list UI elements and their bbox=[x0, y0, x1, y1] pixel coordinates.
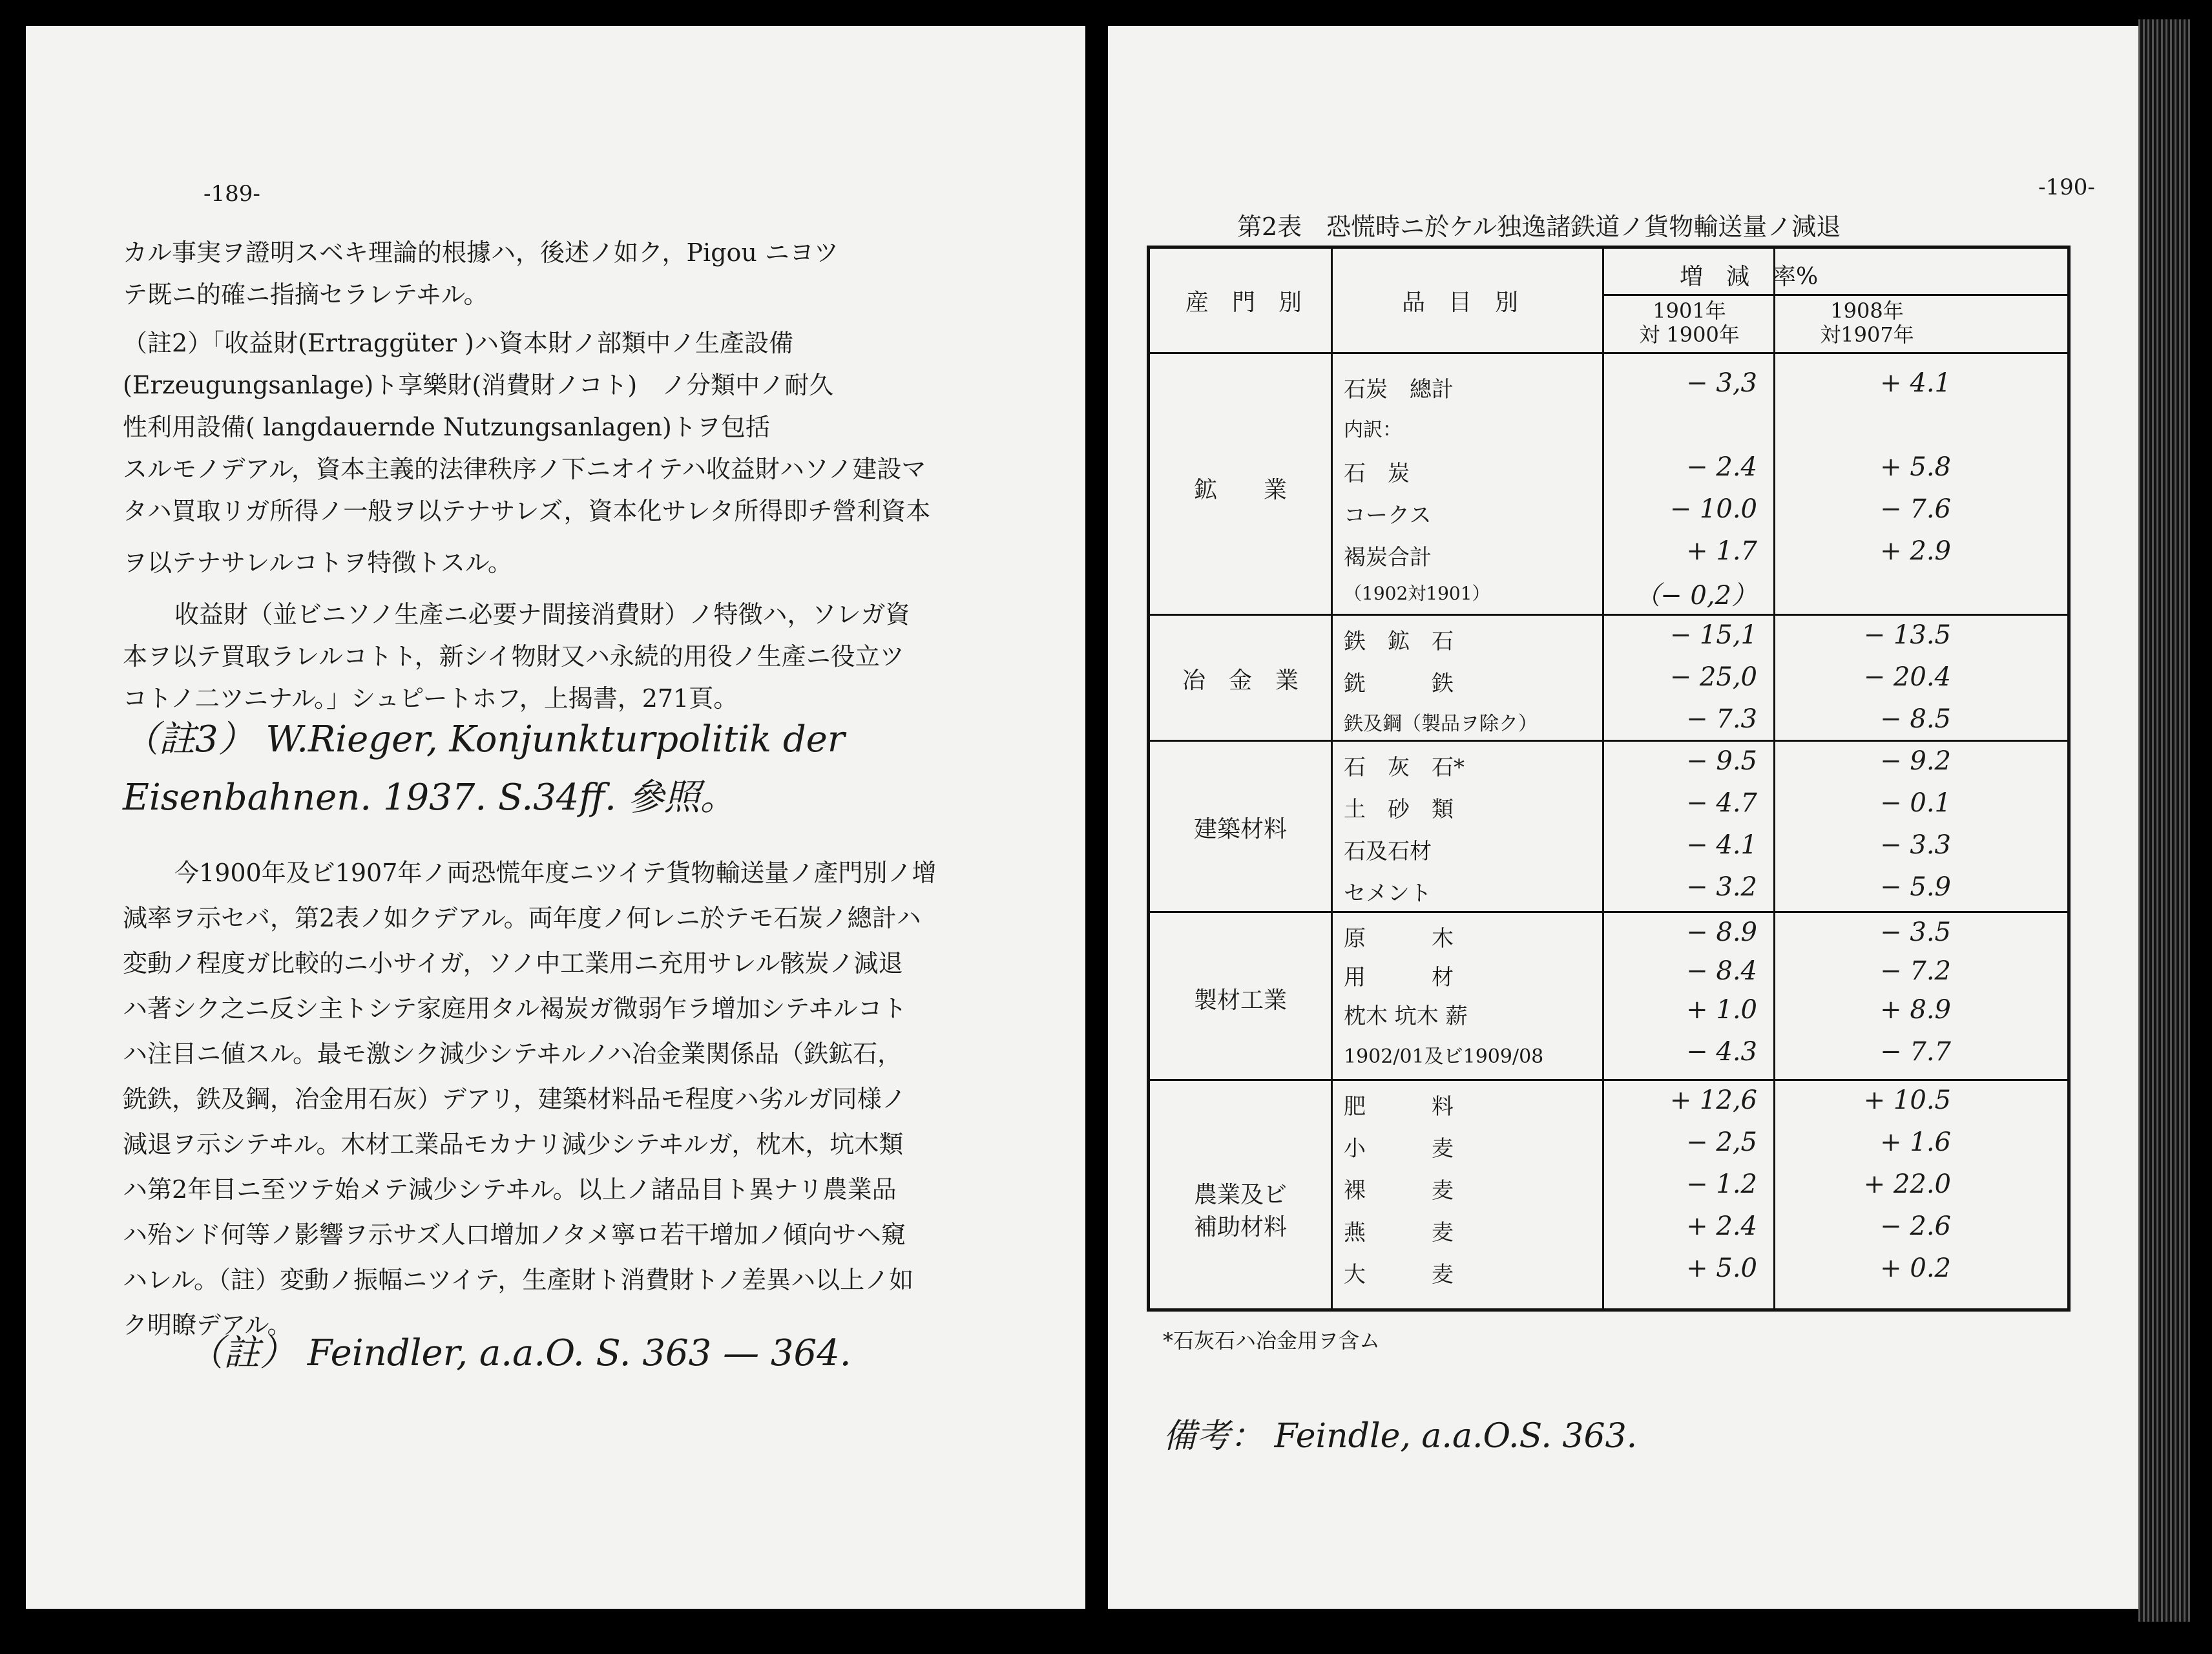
item-label: 大 麦 bbox=[1344, 1262, 1454, 1288]
value-1901: − 1.2 bbox=[1686, 1169, 1757, 1199]
section-divider bbox=[1150, 740, 2067, 742]
value-1908: + 1.6 bbox=[1880, 1127, 1951, 1157]
item-label: 土 砂 類 bbox=[1344, 797, 1454, 822]
value-1901: − 3.2 bbox=[1686, 872, 1757, 902]
text-line: 本ヲ以テ買取ラレルコトト，新シイ物財又ハ永続的用役ノ生產ニ役立ツ bbox=[123, 642, 904, 671]
value-1908: − 7.7 bbox=[1880, 1037, 1951, 1067]
header-sector: 産 門 別 bbox=[1185, 289, 1302, 316]
item-label: 燕 麦 bbox=[1344, 1220, 1454, 1246]
item-label: 1902/01及ビ1909/08 bbox=[1344, 1045, 1544, 1068]
value-1901: + 5.0 bbox=[1686, 1253, 1757, 1283]
footnote-3: （註3） W.Rieger, Konjunkturpolitik der bbox=[123, 718, 845, 760]
value-1901: − 2,5 bbox=[1686, 1127, 1757, 1157]
value-1901: − 9.5 bbox=[1686, 746, 1757, 776]
value-1901: + 12,6 bbox=[1669, 1085, 1757, 1115]
source-note: 備考： Feindle, a.a.O.S. 363. bbox=[1163, 1417, 1638, 1456]
left-page bbox=[26, 26, 1085, 1609]
text-line: 減退ヲ示シテヰル。木材工業品モカナリ減少シテヰルガ，枕木，坑木類 bbox=[123, 1130, 904, 1158]
column-divider bbox=[1331, 249, 1333, 1308]
value-1901: − 15,1 bbox=[1669, 620, 1757, 650]
value-1908: − 7.6 bbox=[1880, 494, 1951, 524]
value-1901: − 10.0 bbox=[1669, 494, 1757, 524]
value-1908: − 20.4 bbox=[1863, 662, 1951, 692]
text-line: （註2）「收益財(Ertraggüter )ハ資本財ノ部類中ノ生產設備 bbox=[123, 329, 793, 357]
item-label: 用 材 bbox=[1344, 965, 1454, 990]
header-1901: 1901年 対 1900年 bbox=[1639, 298, 1740, 347]
text-line: 減率ヲ示セバ，第2表ノ如クデアル。両年度ノ何レニ於テモ石炭ノ總計ハ bbox=[123, 904, 921, 932]
item-label: 石 灰 石* bbox=[1344, 755, 1465, 780]
value-1901: + 1.0 bbox=[1686, 995, 1757, 1025]
value-1901: − 8.4 bbox=[1686, 956, 1757, 986]
header-divider bbox=[1150, 352, 2067, 354]
value-1901: − 4.1 bbox=[1686, 830, 1757, 860]
value-1901: − 4.3 bbox=[1686, 1037, 1757, 1067]
value-1908: + 8.9 bbox=[1880, 995, 1951, 1025]
item-label: 小 麦 bbox=[1344, 1136, 1454, 1162]
text-line: ハレル。（註）変動ノ振幅ニツイテ，生產財ト消費財トノ差異ハ以上ノ如 bbox=[123, 1266, 914, 1294]
value-1908: + 22.0 bbox=[1863, 1169, 1951, 1199]
sector-label: 農業及ビ 補助材料 bbox=[1193, 1182, 1287, 1241]
value-1901: − 2.4 bbox=[1686, 452, 1757, 482]
value-1908: + 4.1 bbox=[1880, 368, 1951, 398]
section-divider bbox=[1150, 1079, 2067, 1081]
value-1908: − 8.5 bbox=[1880, 704, 1951, 734]
value-1901: + 2.4 bbox=[1686, 1211, 1757, 1241]
text-line: ハ著シク之ニ反シ主トシテ家庭用タル褐炭ガ微弱乍ラ增加シテヰルコト bbox=[123, 994, 907, 1023]
value-1901: （− 0,2） bbox=[1634, 581, 1757, 611]
right-page bbox=[1108, 26, 2138, 1609]
footnote-feindler: （註） Feindler, a.a.O. S. 363 — 364. bbox=[187, 1332, 851, 1374]
value-1901: − 7.3 bbox=[1686, 704, 1757, 734]
text-line: 今1900年及ビ1907年ノ両恐慌年度ニツイテ貨物輸送量ノ產門別ノ增 bbox=[174, 859, 937, 887]
sector-label: 鉱 業 bbox=[1193, 477, 1287, 503]
value-1908: − 3.5 bbox=[1880, 917, 1951, 947]
sector-label: 建築材料 bbox=[1193, 816, 1287, 843]
item-label: 内訳： bbox=[1344, 419, 1402, 441]
header-1908: 1908年 対1907年 bbox=[1820, 298, 1914, 347]
item-label: 原 木 bbox=[1344, 926, 1454, 952]
item-label: （1902対1901） bbox=[1344, 583, 1490, 604]
footnote-3-cont: Eisenbahnen. 1937. S.34ff. 參照。 bbox=[123, 777, 736, 819]
text-line: ハ注目ニ値スル。最モ激シク減少シテヰルノハ冶金業関係品（鉄鉱石， bbox=[123, 1040, 903, 1068]
text-line: 銑鉄，鉄及鋼，冶金用石灰）デアリ，建築材料品モ程度ハ劣ルガ同様ノ bbox=[123, 1085, 906, 1113]
item-label: 銑 鉄 bbox=[1344, 671, 1454, 696]
value-1908: − 7.2 bbox=[1880, 956, 1951, 986]
value-1908: − 13.5 bbox=[1863, 620, 1951, 650]
item-label: 褐炭合計 bbox=[1344, 545, 1432, 571]
text-line: テ既ニ的確ニ指摘セラレテヰル。 bbox=[123, 280, 488, 309]
text-line: ヲ以テナサレルコトヲ特徴トスル。 bbox=[123, 549, 512, 577]
sector-label: 製材工業 bbox=[1193, 987, 1287, 1014]
item-label: 肥 料 bbox=[1344, 1094, 1454, 1120]
text-line: (Erzeugungsanlage)ト享樂財(消費財ノコト) ノ分類中ノ耐久 bbox=[123, 371, 834, 399]
data-table bbox=[1147, 246, 2071, 1312]
value-1908: − 3.3 bbox=[1880, 830, 1951, 860]
value-1901: − 3,3 bbox=[1686, 368, 1757, 398]
text-line: スルモノデアル，資本主義的法律秩序ノ下ニオイテハ收益財ハソノ建設マ bbox=[123, 455, 926, 483]
table-caption: 第2表 恐慌時ニ於ケル独逸諸鉄道ノ貨物輸送量ノ減退 bbox=[1237, 213, 1841, 241]
page-number-right: -190- bbox=[2038, 174, 2095, 200]
value-1901: − 4.7 bbox=[1686, 788, 1757, 818]
item-label: 裸 麦 bbox=[1344, 1178, 1454, 1204]
book-gutter bbox=[1085, 0, 1108, 1654]
value-1908: + 5.8 bbox=[1880, 452, 1951, 482]
value-1908: − 2.6 bbox=[1880, 1211, 1951, 1241]
item-label: コークス bbox=[1344, 503, 1432, 529]
value-1901: + 1.7 bbox=[1686, 536, 1757, 566]
text-line: タハ買取リガ所得ノ一般ヲ以テナサレズ，資本化サレタ所得即チ營利資本 bbox=[123, 497, 931, 525]
value-1908: − 9.2 bbox=[1880, 746, 1951, 776]
item-label: 石及石材 bbox=[1344, 839, 1432, 864]
text-line: ハ第2年目ニ至ツテ始メテ減少シテヰル。以上ノ諸品目ト異ナリ農業品 bbox=[123, 1175, 897, 1204]
text-line: 性利用設備( langdauernde Nutzungsanlagen)トヲ包括 bbox=[123, 413, 770, 441]
value-1901: − 8.9 bbox=[1686, 917, 1757, 947]
value-1908: + 2.9 bbox=[1880, 536, 1951, 566]
item-label: 石 炭 bbox=[1344, 461, 1410, 487]
sector-label: 冶 金 業 bbox=[1182, 667, 1299, 694]
header-item: 品 目 別 bbox=[1402, 289, 1519, 316]
header-rate: 増 減 率% bbox=[1680, 264, 1819, 290]
item-label: 鉄 鉱 石 bbox=[1344, 629, 1454, 654]
value-1908: − 0.1 bbox=[1880, 788, 1951, 818]
item-label: セメント bbox=[1344, 881, 1432, 906]
value-1908: + 10.5 bbox=[1863, 1085, 1951, 1115]
value-1908: + 0.2 bbox=[1880, 1253, 1951, 1283]
item-label: 石炭 總計 bbox=[1344, 377, 1454, 403]
value-1908: − 5.9 bbox=[1880, 872, 1951, 902]
text-line: ハ殆ンド何等ノ影響ヲ示サズ人口增加ノタメ寧ロ若干增加ノ傾向サヘ窺 bbox=[123, 1220, 906, 1249]
text-line: コトノ二ツニナル。」シュピートホフ，上揭書，271頁。 bbox=[123, 684, 738, 713]
page-number-left: -189- bbox=[203, 181, 260, 207]
table-footnote: *石灰石ハ冶金用ヲ含ム bbox=[1163, 1328, 1381, 1353]
column-divider bbox=[1773, 249, 1775, 1308]
section-divider bbox=[1150, 614, 2067, 616]
subheader-divider bbox=[1602, 294, 2067, 296]
text-line: カル事実ヲ證明スベキ理論的根據ハ，後述ノ如ク，Pigou ニヨツ bbox=[123, 238, 839, 267]
item-label: 枕木 坑木 薪 bbox=[1344, 1003, 1468, 1029]
text-line: 変動ノ程度ガ比較的ニ小サイガ，ソノ中工業用ニ充用サレル骸炭ノ減退 bbox=[123, 949, 903, 978]
text-line: 收益財（並ビニソノ生產ニ必要ナ間接消費財）ノ特徴ハ，ソレガ資 bbox=[174, 600, 910, 629]
text-line: ク明瞭デアル。 bbox=[123, 1311, 292, 1339]
item-label: 鉄及鋼（製品ヲ除ク） bbox=[1344, 713, 1538, 735]
book-page-edges bbox=[2138, 19, 2190, 1622]
section-divider bbox=[1150, 911, 2067, 913]
value-1901: − 25,0 bbox=[1669, 662, 1757, 692]
